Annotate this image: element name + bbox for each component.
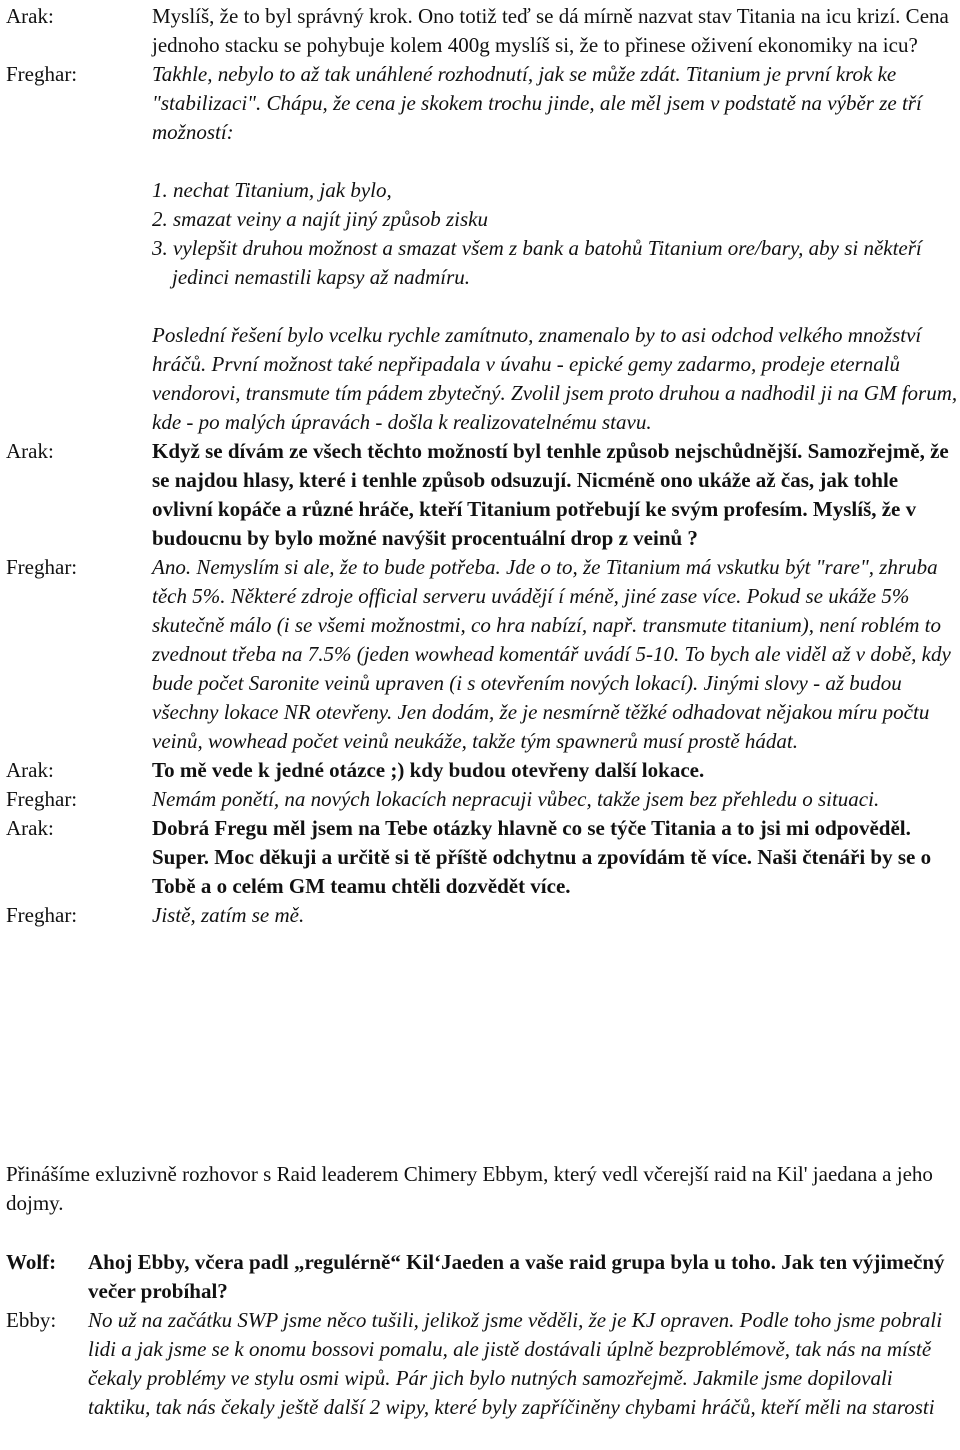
dialogue-entry [0,901,960,930]
answer-text: No už na začátku SWP jsme něco tušili, jelikož jsme věděli, že je KJ opraven. Podle toho jsme pobrali lidi a jak jsme se k onomu bossovi pomalu, ale jistě dostávali úplně bezproblémově, tak nás na místě čekaly problémy ve stylu osmi wipů. Pár jich bylo nutných samozřejmě. Jakmile jsme dopilovali taktiku, tak nás čekaly ještě další 2 wipy, které byly zapříčiněny chybami hráčů, kteří měli na starosti [88,1308,943,1419]
dialogue-entry [0,60,960,437]
options-list [152,176,958,292]
dialogue-entry [0,2,960,60]
speaker-label: Arak: [6,4,54,28]
speaker-label: Freghar: [6,787,78,811]
speaker-label: Freghar: [6,555,78,579]
question-text: Myslíš, že to byl správný krok. Ono totiž teď se dá mírně nazvat stav Titania na icu krizí. Cena jednoho stacku se pohybuje kolem 400g myslíš si, že to přinese oživení ekonomiky na icu? [152,4,949,57]
list-item: 3. vylepšit druhou možnost a smazat všem z bank a batohů Titanium ore/bary, aby si někteří jedinci nemastili kapsy až nadmíru. [152,236,922,289]
dialogue-entry [0,1248,960,1306]
interview-freghar [0,2,960,930]
dialogue-entry [0,785,960,814]
answer-text: Takhle, nebylo to až tak unáhlené rozhodnutí, jak se může zdát. Titanium je první krok ke "stabilizaci". Chápu, že cena je skokem trochu jinde, ale měl jsem v podstatě na výběr ze tří možností: [152,62,922,144]
intro-paragraph: Přinášíme exluzivně rozhovor s Raid leaderem Chimery Ebbym, který vedl včerejší raid na Kil' jaedana a jeho dojmy. [6,1162,933,1215]
speaker-label: Ebby: [6,1308,57,1332]
speaker-label: Freghar: [6,62,78,86]
dialogue-entry [0,756,960,785]
dialogue-entry [0,553,960,756]
question-text: Ahoj Ebby, včera padl „regulérně“ Kil‘Jaeden a vaše raid grupa byla u toho. Jak ten výjimečný večer probíhal? [88,1250,945,1303]
dialogue-entry [0,1306,960,1422]
speaker-label: Freghar: [6,903,78,927]
speaker-label: Arak: [6,816,54,840]
interview-ebby [0,1248,960,1422]
answer-text: Jistě, zatím se mě. [152,903,305,927]
speaker-label: Wolf: [6,1250,57,1274]
question-text: To mě vede k jedné otázce ;) kdy budou otevřeny další lokace. [152,758,705,782]
list-item: 2. smazat veiny a najít jiný způsob zisku [152,207,488,231]
speaker-label: Arak: [6,439,54,463]
speaker-label: Arak: [6,758,54,782]
answer-text: Nemám ponětí, na nových lokacích nepracuji vůbec, takže jsem bez přehledu o situaci. [152,787,880,811]
dialogue-entry [0,814,960,901]
answer-text: Ano. Nemyslím si ale, že to bude potřeba. Jde o to, že Titanium má vskutku být "rare", zhruba těch 5%. Některé zdroje official serveru uvádějí í méně, jiné zase více. Pokud se ukáže 5% skutečně málo (i se všemi možnostmi, co hra nabízí, např. transmute titanium), není roblém to zvednout třeba na 7.5% (jeden wowhead komentář uvádí 5-10. To bych ale viděl až v době, kdy bude počet Saronite veinů upraven (i s otevřením nových lokací). Jinými slovy - až budou všechny lokace NR otevřeny. Jen dodám, že je nesmírně těžké odhadovat nějakou míru počtu veinů, wowhead počet veinů neukáže, takže tým spawnerů musí prostě hádat. [152,555,951,753]
dialogue-entry [0,437,960,553]
list-item: 1. nechat Titanium, jak bylo, [152,178,392,202]
question-text: Když se dívám ze všech těchto možností byl tenhle způsob nejschůdnější. Samozřejmě, že se najdou hlasy, které i tenhle způsob odsuzují. Nicméně ono ukáže až čas, jak tohle ovlivní kopáče a různé hráče, kteří Titanium potřebují ke svým profesím. Myslíš, že v budoucnu by bylo možné navýšit procentuální drop z veinů ? [152,439,949,550]
answer-text: Poslední řešení bylo vcelku rychle zamítnuto, znamenalo by to asi odchod velkého množství hráčů. První možnost také nepřipadala v úvahu - epické gemy zadarmo, prodeje eternalů vendorovi, transmute tím pádem zbytečný. Zvolil jsem proto druhou a nadhodil ji na GM forum, kde - po malých úpravách - došla k realizovatelnému stavu. [152,323,958,434]
question-text: Dobrá Fregu měl jsem na Tebe otázky hlavně co se týče Titania a to jsi mi odpověděl. Super. Moc děkuji a určitě si tě příště odchytnu a zpovídám tě více. Naši čtenáři by se o Tobě a o celém GM teamu chtěli dozvědět více. [152,816,932,898]
